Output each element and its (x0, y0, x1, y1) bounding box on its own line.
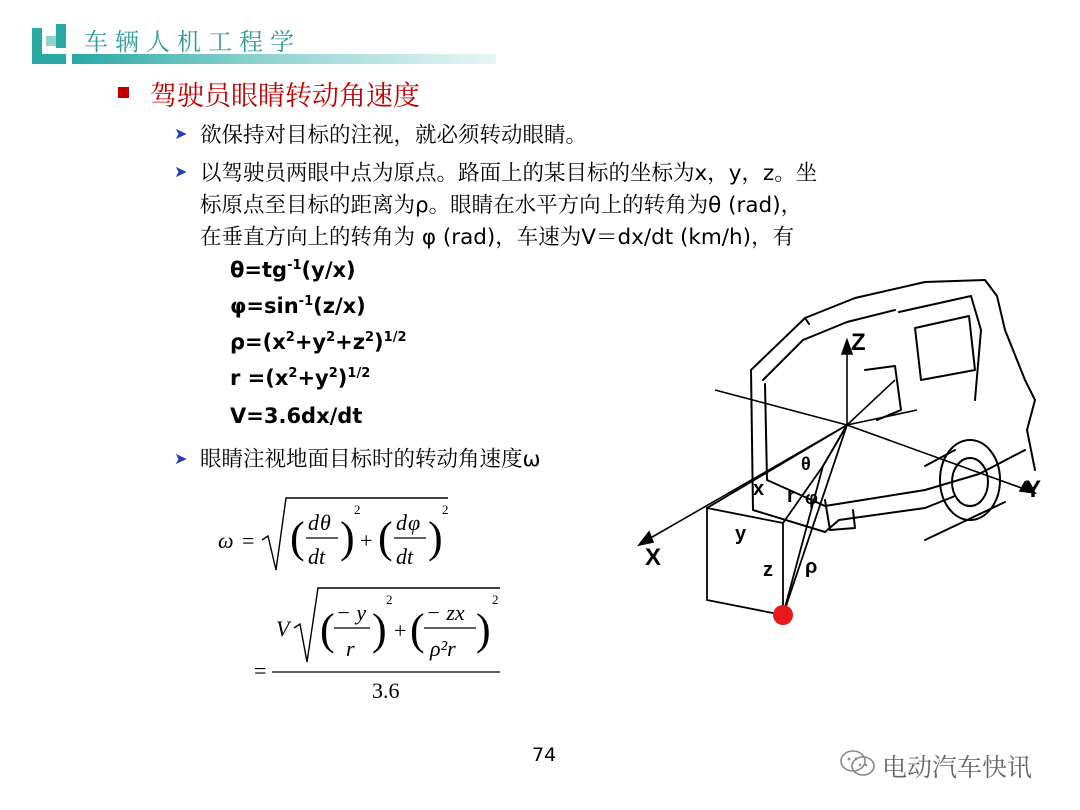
bullet-arrow-icon: ➤ (174, 124, 188, 143)
paren-left: ( (378, 513, 393, 562)
bullet-2-line-3: 在垂直方向上的转角为 φ (rad)，车速为V＝dx/dt (km/h)，有 (200, 225, 795, 250)
svg-text:2: 2 (492, 592, 499, 607)
label-phi: φ (805, 488, 818, 508)
eq-minus-zx: − zx (426, 600, 465, 625)
svg-text:): ) (372, 605, 387, 654)
bullet-1: 欲保持对目标的注视，就必须转动眼睛。 (200, 123, 588, 148)
svg-text:(: ( (410, 605, 425, 654)
label-theta: θ (801, 454, 811, 474)
page-number: 74 (532, 744, 557, 766)
svg-text:+: + (394, 618, 407, 643)
course-title: 车辆人机工程学 (84, 28, 301, 56)
eq-minus-y: − y (336, 600, 367, 625)
formula-r: $r =(x^2+y^2)^{1/2}$ (230, 366, 371, 390)
eq-denominator: 3.6 (372, 678, 400, 703)
target-point-icon (773, 605, 793, 625)
bullet-2-line-1: 以驾驶员两眼中点为原点。路面上的某目标的坐标为x，y，z。坐 (200, 161, 818, 186)
eq-rho2r: ρ²r (430, 636, 456, 661)
wechat-icon (838, 748, 878, 778)
formula-rho: $\rho=(x^2+y^2+z^2)^{1/2}$ (230, 330, 407, 354)
formula-phi: $\varphi=\sin^{-1}(z/x)$ (230, 294, 366, 318)
title-bullet-icon (118, 87, 129, 98)
paren-right: ) (428, 513, 443, 562)
label-x: x (753, 478, 765, 500)
label-rho: ρ (805, 556, 818, 578)
eq-equals: = (254, 658, 267, 683)
eq-exp: 2 (354, 502, 361, 517)
bullet-3: 眼睛注视地面目标时的转动角速度ω (200, 447, 541, 472)
omega-equation (210, 488, 510, 708)
course-logo (30, 22, 76, 66)
axis-label-x-upper: X (645, 544, 662, 571)
eq-d: d (396, 510, 407, 535)
slide-title: 驾驶员眼睛转动角速度 (150, 81, 420, 112)
axis-label-y-upper: Y (1025, 476, 1042, 503)
eq-d: d (308, 510, 319, 535)
vehicle-coordinate-diagram (625, 270, 1065, 640)
eq-plus: + (360, 528, 373, 553)
svg-text:): ) (476, 605, 491, 654)
paren-left: ( (290, 513, 305, 562)
axis-label-z-upper: Z (851, 329, 866, 356)
paren-right: ) (340, 513, 355, 562)
eq-theta: θ (320, 510, 331, 535)
label-z: z (763, 559, 773, 581)
formula-theta: $\theta=tg^{-1}(y/x)$ (230, 258, 356, 282)
bullet-2-line-2: 标原点至目标的距离为ρ。眼睛在水平方向上的转角为θ (rad)， (200, 193, 803, 218)
svg-text:2: 2 (386, 592, 393, 607)
eq-r: r (346, 636, 355, 661)
bullet-arrow-icon: ➤ (174, 162, 188, 181)
eq-dt: dt (308, 544, 326, 569)
label-y: y (735, 523, 747, 545)
eq-exp: 2 (442, 502, 449, 517)
eq-omega: ω (218, 528, 234, 553)
eq-phi: φ (408, 510, 421, 535)
watermark-text: 电动汽车快讯 (882, 753, 1033, 782)
eq-equals: = (242, 528, 255, 553)
eq-dt: dt (396, 544, 414, 569)
svg-text:(: ( (320, 605, 335, 654)
eq-V: V (276, 616, 290, 641)
bullet-arrow-icon: ➤ (174, 449, 188, 468)
label-r: r (787, 485, 795, 507)
formula-v: V=3.6dx/dt (230, 404, 363, 428)
